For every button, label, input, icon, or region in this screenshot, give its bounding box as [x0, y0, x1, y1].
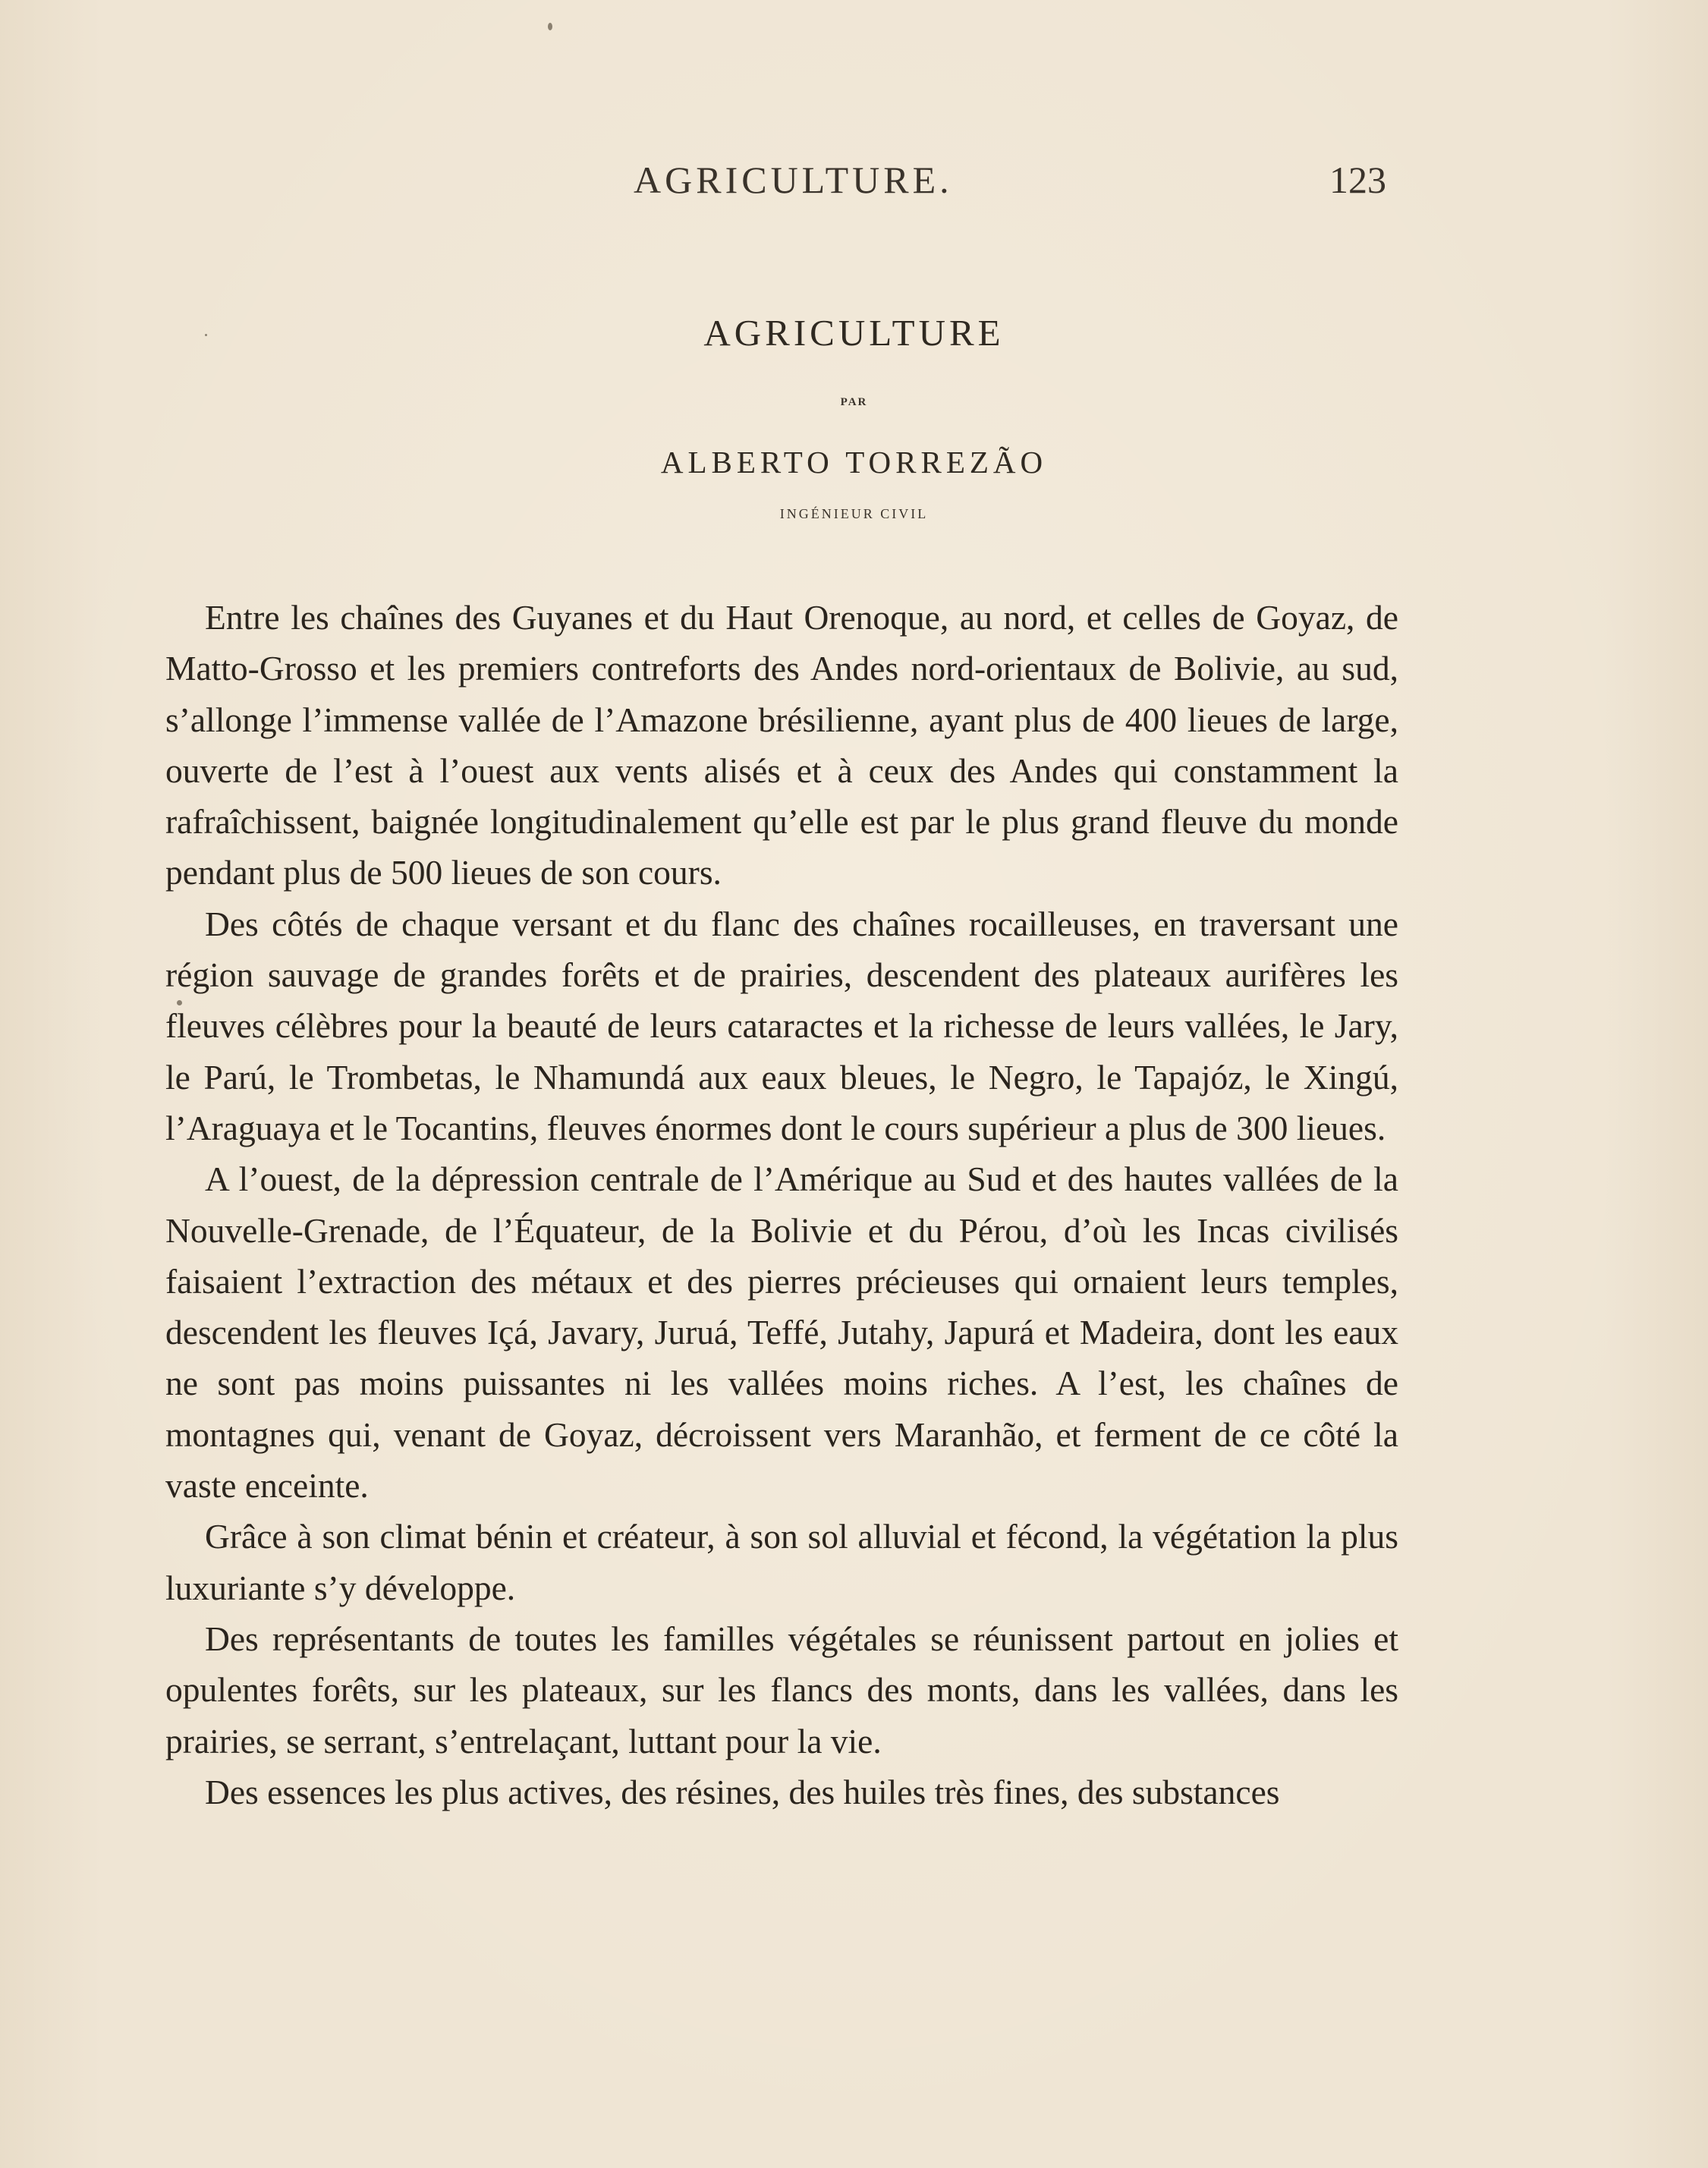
running-title: AGRICULTURE. — [634, 159, 953, 201]
paragraph: A l’ouest, de la dépression centrale de l’Amérique au Sud et des hautes vallées de la Nouvelle-Grenade, de l’Équateur, de la Bolivie et du Pérou, d’où les Incas civilisés faisaient l’extraction des métaux et des pierres précieuses qui ornaient leurs temples, descendent les fleuves Içá, Javary, Juruá, Teffé, Jutahy, Japurá et Madeira, dont les eaux ne sont pas moins puissantes ni les vallées moins riches. A l’est, les chaînes de montagnes qui, venant de Goyaz, décroissent vers Maranhão, et ferment de ce côté la vaste enceinte. — [165, 1160, 1398, 1506]
par-label: PAR — [840, 396, 868, 408]
body-text — [165, 592, 1398, 1817]
paragraph: Des essences les plus actives, des résines, des huiles très fines, des substances — [205, 1772, 1280, 1811]
chapter-title: AGRICULTURE — [703, 312, 1005, 354]
author-name: ALBERTO TORREZÃO — [660, 445, 1048, 480]
paper-speck — [205, 334, 207, 336]
paragraph: Des représentants de toutes les familles végétales se réunissent partout en jolies et opulentes forêts, sur les plateaux, sur les flancs des monts, dans les vallées, dans les prairies, se serrant, s’entrelaçant, luttant pour la vie. — [165, 1619, 1398, 1761]
page-number: 123 — [1329, 159, 1386, 201]
running-head — [0, 158, 1708, 211]
paragraph: Grâce à son climat bénin et créateur, à son sol alluvial et fécond, la végétation la plus luxuriante s’y développe. — [165, 1517, 1398, 1607]
paragraph: Des côtés de chaque versant et du flanc des chaînes rocailleuses, en traversant une région sauvage de grandes forêts et de prairies, descendent des plateaux aurifères les fleuves célèbres pour la beauté de leurs cataractes et la richesse de leurs vallées, le Jary, le Parú, le Trombetas, le Nhamundá aux eaux bleues, le Negro, le Tapajóz, le Xingú, l’Araguaya et le Tocantins, fleuves énormes dont le cours supérieur a plus de 300 lieues. — [165, 904, 1398, 1147]
paper-speck — [548, 23, 552, 30]
author-role: INGÉNIEUR CIVIL — [779, 506, 929, 521]
paper-speck — [177, 1000, 182, 1005]
paragraph: Entre les chaînes des Guyanes et du Haut Orenoque, au nord, et celles de Goyaz, de Matto-Grosso et les premiers contreforts des Andes nord-orientaux de Bolivie, au sud, s’allonge l’immense vallée de l’Amazone brésilienne, ayant plus de 400 lieues de large, ouverte de l’est à l’ouest aux vents alisés et à ceux des Andes qui constamment la rafraîchissent, baignée longitudinalement qu’elle est par le plus grand fleuve du monde pendant plus de 500 lieues de son cours. — [165, 598, 1398, 892]
